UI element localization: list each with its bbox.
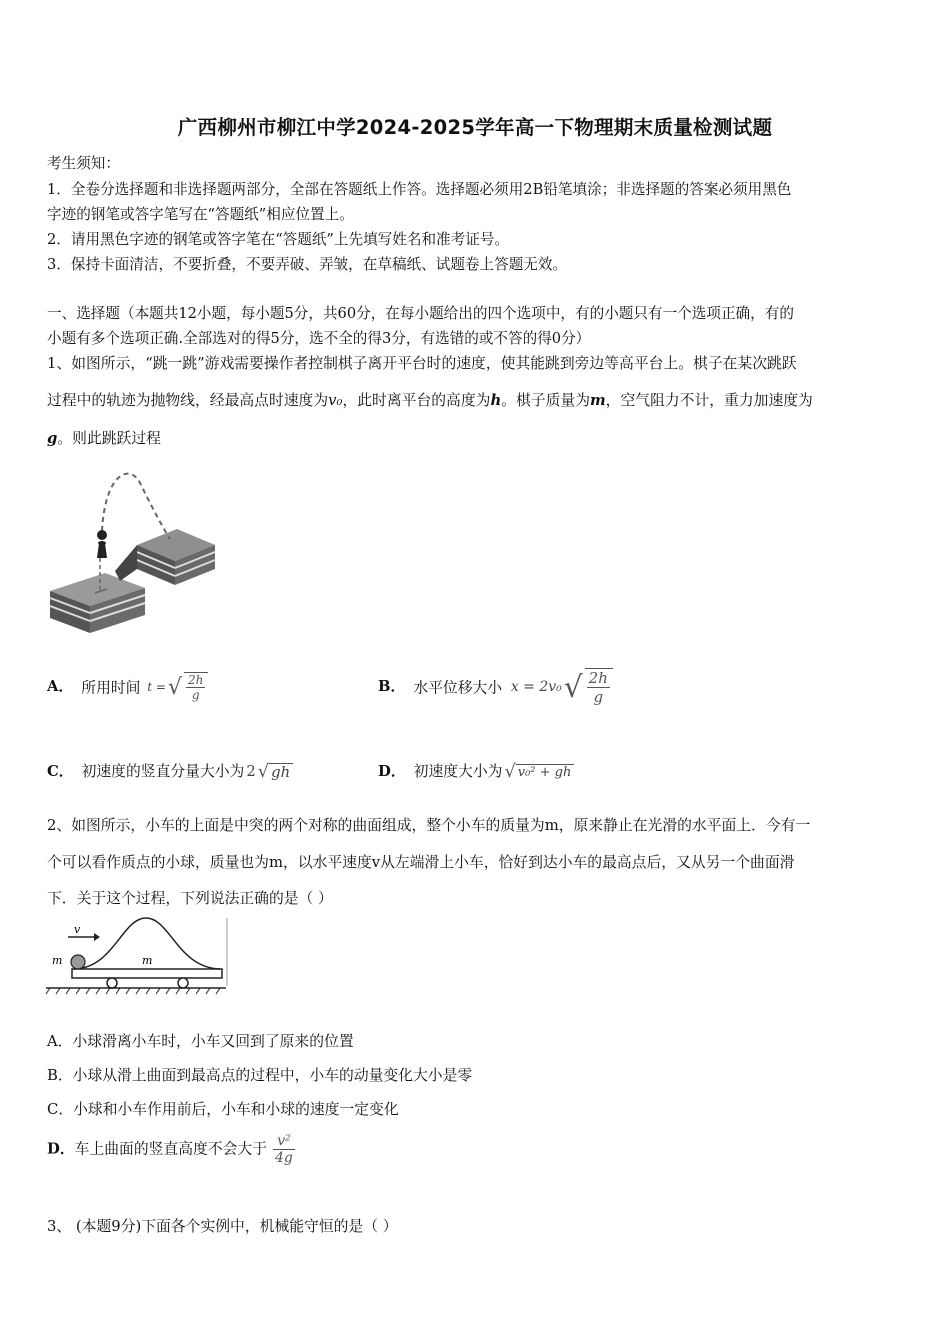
q2-option-c[interactable]: C．小球和小车作用前后，小车和小球的速度一定变化 — [47, 1101, 399, 1118]
notice-line-1a: 1．全卷分选择题和非选择题两部分，全部在答题纸上作答。选择题必须用2B铅笔填涂；非选择题的答案必须用黑色 — [47, 181, 792, 198]
cart-wheel-right — [178, 978, 188, 988]
label-m-ball: m — [52, 954, 63, 967]
notice-line-1b: 字迹的钢笔或答字笔写在“答题纸”相应位置上。 — [47, 206, 354, 223]
notice-line-3: 3．保持卡面清洁，不要折叠，不要弄破、弄皱，在草稿纸、试题卷上答题无效。 — [47, 256, 568, 273]
q1-option-b[interactable]: B． 水平位移大小 x = 2v₀√ $\frac{2h}{g}$ — [378, 668, 613, 706]
q2-line-1: 2、如图所示，小车的上面是中突的两个对称的曲面组成，整个小车的质量为m，原来静止在光滑的水平面上．今有一 — [47, 817, 811, 834]
q1-line-1: 1、如图所示，“跳一跳”游戏需要操作者控制棋子离开平台时的速度，使其能跳到旁边等高平台上。棋子在某次跳跃 — [47, 355, 797, 372]
label-m-cart: m — [142, 954, 153, 967]
ball — [71, 955, 85, 969]
q2-option-a[interactable]: A．小球滑离小车时，小车又回到了原来的位置 — [47, 1033, 354, 1050]
page-title: 广西柳州市柳江中学2024-2025学年高一下物理期末质量检测试题 — [177, 116, 773, 139]
q2-line-3: 下．关于这个过程，下列说法正确的是（ ） — [47, 890, 333, 907]
trajectory-path — [102, 474, 170, 539]
notice-heading: 考生须知： — [47, 155, 120, 172]
q2-option-d[interactable]: D．车上曲面的竖直高度不会大于 $\frac{\text{v²}}{4g}$ — [47, 1133, 293, 1166]
q1-line-2: 过程中的轨迹为抛物线，经最高点时速度为v₀，此时离平台的高度为h。棋子质量为m，空气阻力不计，重力加速度为 — [47, 392, 813, 409]
q1-option-c[interactable]: C． 初速度的竖直分量大小为 2 √ gh — [47, 760, 293, 782]
cart-figure — [44, 916, 230, 1000]
section-header-line-2: 小题有多个选项正确.全部选对的得5分，选不全的得3分，有选错的或不答的得0分） — [47, 330, 591, 347]
notice-line-2: 2．请用黑色字迹的钢笔或答字笔在“答题纸”上先填写姓名和准考证号。 — [47, 231, 510, 248]
q1-line-3: g。则此跳跃过程 — [47, 430, 161, 447]
q1-v0: v₀ — [328, 392, 343, 409]
label-v: v — [74, 923, 81, 936]
q2-line-2: 个可以看作质点的小球，质量也为m，以水平速度v从左端滑上小车，恰好到达小车的最高点后，又从另一个曲面滑 — [47, 854, 795, 871]
section-header-line-1: 一、选择题（本题共12小题，每小题5分，共60分，在每小题给出的四个选项中，有的小题只有一个选项正确，有的 — [47, 305, 794, 322]
q2-option-b[interactable]: B．小球从滑上曲面到最高点的过程中，小车的动量变化大小是零 — [47, 1067, 473, 1084]
q1-option-a[interactable]: A． 所用时间 t =√ $\frac{2h}{g}$ — [47, 672, 208, 702]
cart-body — [72, 969, 222, 978]
chess-piece-icon — [97, 530, 107, 558]
jump-game-figure — [45, 463, 230, 641]
cart-wheel-left — [107, 978, 117, 988]
q1-option-d[interactable]: D． 初速度大小为 √ v₀² + gh — [378, 760, 574, 782]
q3-line-1: 3、 (本题9分)下面各个实例中，机械能守恒的是（ ） — [47, 1218, 398, 1235]
